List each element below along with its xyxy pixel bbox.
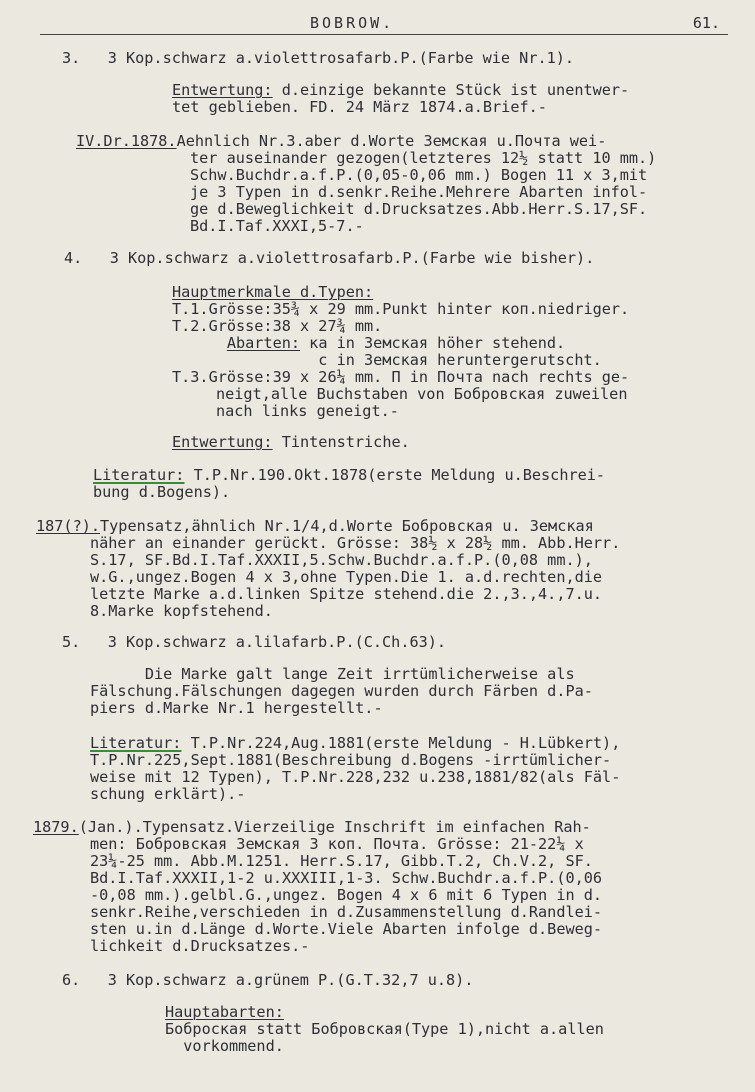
text-segment: 23¼-25 mm. Abb.M.1251. Herr.S.17, Gibb.T.2, Ch.V.2, SF. — [90, 852, 593, 870]
text-segment: Bd.I.Taf.XXXI,5-7.- — [190, 217, 364, 235]
text-segment: vorkommend. — [165, 1037, 284, 1055]
page-number: 61. — [692, 14, 720, 32]
text-line — [33, 819, 591, 836]
text-segment: Fälschung.Fälschungen dagegen wurden durch Färben d.Pa- — [90, 682, 593, 700]
underlined-heading: Entwertung: — [172, 433, 273, 451]
text-line — [93, 484, 230, 501]
text-line — [36, 518, 594, 535]
text-line — [90, 569, 602, 586]
text-segment: 5. 3 Kop.schwarz a.lilafarb.P.(C.Ch.63). — [62, 633, 447, 651]
text-segment: schung erklärt).- — [90, 785, 246, 803]
text-line — [165, 1038, 284, 1055]
text-line — [90, 769, 620, 786]
text-line — [172, 82, 629, 99]
underlined-heading: Literatur: — [90, 734, 182, 752]
text-segment: T.1.Grösse:35¾ x 29 mm.Punkt hinter коп.niedriger. — [172, 300, 630, 318]
text-line — [90, 786, 245, 803]
text-line — [93, 467, 605, 484]
text-line — [90, 535, 620, 552]
text-line — [190, 218, 364, 235]
text-segment: Tintenstriche. — [272, 433, 410, 451]
text-segment: tet geblieben. FD. 24 März 1874.a.Brief.- — [172, 98, 547, 116]
text-line — [190, 184, 647, 201]
text-line — [90, 552, 593, 569]
text-segment: ter auseinander gezogen(letzteres 12½ statt 10 mm.) — [190, 149, 657, 167]
text-segment: letzte Marke a.d.linken Spitze stehend.die 2.,3.,4.,7.u. — [90, 585, 603, 603]
text-segment: T.P.Nr.224,Aug.1881(erste Meldung - H.Lübkert), — [181, 734, 621, 752]
text-line — [190, 167, 647, 184]
text-segment: d.einzige bekannte Stück ist unentwer- — [272, 81, 630, 99]
text-segment: S.17, SF.Bd.I.Taf.XXXII,5.Schw.Buchdr.a.f.P.(0,08 mm.), — [90, 551, 593, 569]
text-line — [90, 666, 575, 683]
text-line — [172, 352, 602, 369]
text-segment: sten u.in d.Länge d.Worte.Viele Abarten infolge d.Beweg- — [90, 920, 603, 938]
text-segment: lichkeit d.Drucksatzes.- — [90, 937, 310, 955]
underlined-heading: Hauptabarten: — [165, 1003, 284, 1021]
text-segment: piers d.Marke Nr.1 hergestellt.- — [90, 699, 383, 717]
text-line — [172, 369, 629, 386]
text-line — [172, 284, 373, 301]
text-line — [90, 586, 602, 603]
text-line — [62, 972, 473, 989]
underlined-heading: Hauptmerkmale d.Typen: — [172, 283, 374, 301]
text-line — [90, 603, 273, 620]
text-line — [172, 434, 410, 451]
text-line — [216, 403, 399, 420]
text-segment: neigt,alle Buchstaben von Бобровская zuweilen — [216, 385, 628, 403]
text-segment: nach links geneigt.- — [216, 402, 399, 420]
text-segment: weise mit 12 Typen), T.P.Nr.228,232 u.238,1881/82(als Fäl- — [90, 768, 621, 786]
underlined-heading: IV.Dr.1878. — [76, 132, 177, 150]
text-line — [90, 700, 383, 717]
text-segment: 8.Marke kopfstehend. — [90, 602, 273, 620]
text-line — [172, 301, 629, 318]
text-line — [172, 318, 382, 335]
text-segment: Die Marke galt lange Zeit irrtümlicherweise als — [90, 665, 575, 683]
text-line — [172, 335, 565, 352]
text-line — [90, 752, 611, 769]
text-line — [190, 201, 647, 218]
text-segment: men: Бобровская Земская 3 коп. Почта. Grösse: 21-22¼ x — [90, 835, 584, 853]
page-header — [40, 8, 728, 35]
underlined-heading: 187(?). — [36, 517, 101, 535]
text-segment: je 3 Typen in d.senkr.Reihe.Mehrere Abarten infol- — [190, 183, 648, 201]
underlined-heading: Abarten: — [226, 334, 301, 352]
text-line — [90, 904, 602, 921]
text-segment: ge d.Beweglichkeit d.Drucksatzes.Abb.Herr.S.17,SF. — [190, 200, 648, 218]
text-line — [165, 1021, 604, 1038]
text-line — [172, 99, 547, 116]
text-segment: Aehnlich Nr.3.aber d.Worte Земская u.Почта wei- — [176, 132, 607, 150]
text-line — [90, 887, 602, 904]
underlined-heading: Literatur: — [93, 466, 185, 484]
text-line — [62, 50, 574, 67]
header-title: BOBROW. — [310, 14, 395, 32]
text-segment: Typensatz,ähnlich Nr.1/4,d.Worte Бобровская u. Земская — [100, 517, 594, 535]
text-segment: (Jan.).Typensatz.Vierzeilige Inschrift im einfachen Rah- — [78, 818, 591, 836]
text-segment: w.G.,ungez.Bogen 4 x 3,ohne Typen.Die 1. a.d.rechten,die — [90, 568, 603, 586]
text-line — [90, 853, 593, 870]
text-line — [190, 150, 656, 167]
text-segment: Bd.I.Taf.XXXII,1-2 u.XXXIII,1-3. Schw.Buchdr.a.f.P.(0,06 — [90, 869, 603, 887]
text-segment: T.P.Nr.190.Okt.1878(erste Meldung u.Beschrei- — [184, 466, 606, 484]
text-segment: T.2.Grösse:38 x 27¾ mm. — [172, 317, 383, 335]
text-segment: bung d.Bogens). — [93, 483, 231, 501]
text-line — [216, 386, 627, 403]
text-line — [64, 250, 594, 267]
text-segment: T.P.Nr.225,Sept.1881(Beschreibung d.Bogens -irrtümlicher- — [90, 751, 612, 769]
text-segment: Боброская statt Бобровская(Type 1),nicht a.allen — [165, 1020, 604, 1038]
text-line — [90, 938, 309, 955]
text-line — [90, 735, 620, 752]
text-line — [90, 836, 584, 853]
text-segment: T.3.Grösse:39 x 26¼ mm. П in Почта nach rechts ge- — [172, 368, 630, 386]
text-line — [76, 133, 606, 150]
text-segment: 6. 3 Kop.schwarz a.grünem P.(G.T.32,7 u.8). — [62, 971, 474, 989]
text-segment: Schw.Buchdr.a.f.P.(0,05-0,06 mm.) Bogen 11 x 3,mit — [190, 166, 648, 184]
text-segment: с in Земская heruntergerutscht. — [172, 351, 602, 369]
text-segment: 4. 3 Kop.schwarz a.violettrosafarb.P.(Farbe wie bisher). — [64, 249, 595, 267]
text-line — [90, 921, 602, 938]
text-segment: näher an einander gerückt. Grösse: 38½ x 28½ mm. Abb.Herr. — [90, 534, 621, 552]
text-line — [90, 870, 602, 887]
text-line — [90, 683, 593, 700]
text-segment: ка in Земская höher stehend. — [300, 334, 566, 352]
text-line — [165, 1004, 284, 1021]
text-segment — [172, 334, 227, 352]
text-segment: senkr.Reihe,verschieden in d.Zusammenstellung d.Randlei- — [90, 903, 603, 921]
underlined-heading: Entwertung: — [172, 81, 273, 99]
text-line — [62, 634, 446, 651]
text-segment: 3. 3 Kop.schwarz a.violettrosafarb.P.(Farbe wie Nr.1). — [62, 49, 575, 67]
underlined-heading: 1879. — [33, 818, 79, 836]
text-segment: -0,08 mm.).gelbl.G.,ungez. Bogen 4 x 6 mit 6 Typen in d. — [90, 886, 603, 904]
